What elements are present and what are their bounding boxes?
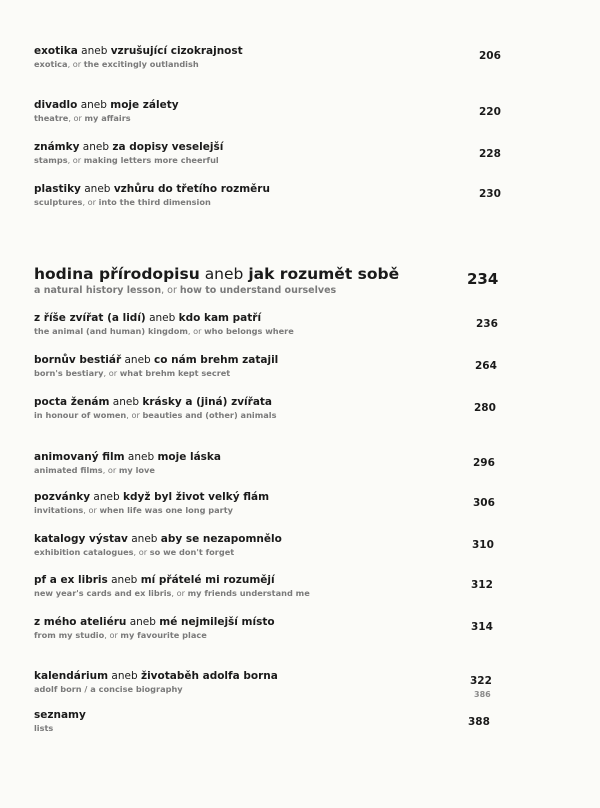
entry-translation: invitations, or when life was one long party [34,505,233,515]
toc-entry-seznamy[interactable] [34,709,504,734]
page-number: 388 [468,716,490,728]
toc-entry-z-meho-atelieru[interactable] [34,616,504,641]
entry-title: animovaný film aneb moje láska [34,451,221,463]
toc-entry-pf-ex-libris[interactable] [34,574,504,599]
entry-translation: exotica, or the excitingly outlandish [34,59,199,69]
entry-title: z říše zvířat (a lidí) aneb kdo kam patří [34,312,262,324]
entry-translation: theatre, or my affairs [34,113,131,123]
page-number: 220 [479,106,501,118]
entry-title: seznamy [34,709,86,721]
entry-translation: stamps, or making letters more cheerful [34,155,219,165]
entry-title: z mého ateliéru aneb mé nejmilejší místo [34,616,275,628]
page-number: 264 [475,360,497,372]
page-number: 296 [473,457,495,469]
page-number: 206 [479,50,501,62]
entry-title: plastiky aneb vzhůru do třetího rozměru [34,183,270,195]
chapter-page-number: 234 [467,270,499,288]
toc-entry-katalogy-vystav[interactable] [34,533,504,558]
entry-translation: from my studio, or my favourite place [34,630,207,640]
chapter-translation: a natural history lesson, or how to understand ourselves [34,285,337,296]
entry-title: bornův bestiář aneb co nám brehm zatajil [34,354,279,366]
toc-entry-pozvanky[interactable] [34,491,504,516]
entry-translation: adolf born / a concise biography [34,684,183,694]
toc-entry-divadlo[interactable] [34,99,504,124]
page-number: 230 [479,188,501,200]
entry-translation: animated films, or my love [34,465,155,475]
toc-entry-bornuv-bestiar[interactable] [34,354,504,379]
toc-chapter-hodina-prirodopisu[interactable] [34,264,504,297]
page-number: 306 [473,497,495,509]
page-number: 236 [476,318,498,330]
entry-translation: born's bestiary, or what brehm kept secret [34,368,231,378]
entry-title: exotika aneb vzrušující cizokrajnost [34,45,243,57]
toc-entry-exotika[interactable] [34,45,504,70]
entry-translation: lists [34,723,54,733]
entry-title: pocta ženám aneb krásky a (jiná) zvířata [34,396,273,408]
entry-title: katalogy výstav aneb aby se nezapomnělo [34,533,282,545]
entry-title: pozvánky aneb když byl život velký flám [34,491,270,503]
page-number: 314 [471,621,493,633]
entry-translation: in honour of women, or beauties and (other) animals [34,410,277,420]
page-number: 228 [479,148,501,160]
toc-entry-znamky[interactable] [34,141,504,166]
toc-entry-z-rise-zvirat[interactable] [34,312,504,337]
entry-title: kalendárium aneb životaběh adolfa borna [34,670,278,682]
entry-title: známky aneb za dopisy veselejší [34,141,224,153]
page-number: 280 [474,402,496,414]
entry-title: divadlo aneb moje zálety [34,99,179,111]
toc-entry-kalendarium[interactable] [34,670,504,695]
chapter-title: hodina přírodopisu aneb jak rozumět sobě [34,265,400,283]
page-number: 312 [471,579,493,591]
page-number: 310 [472,539,494,551]
toc-entry-plastiky[interactable] [34,183,504,208]
toc-entry-animovany-film[interactable] [34,451,504,476]
toc-entry-pocta-zenam[interactable] [34,396,504,421]
secondary-page-number: 386 [474,690,491,699]
entry-translation: new year's cards and ex libris, or my friends understand me [34,588,310,598]
entry-translation: exhibition catalogues, or so we don't forget [34,547,235,557]
entry-title: pf a ex libris aneb mí přátelé mi rozumějí [34,574,275,586]
entry-translation: the animal (and human) kingdom, or who belongs where [34,326,294,336]
entry-translation: sculptures, or into the third dimension [34,197,211,207]
page-number: 322 [470,675,492,687]
